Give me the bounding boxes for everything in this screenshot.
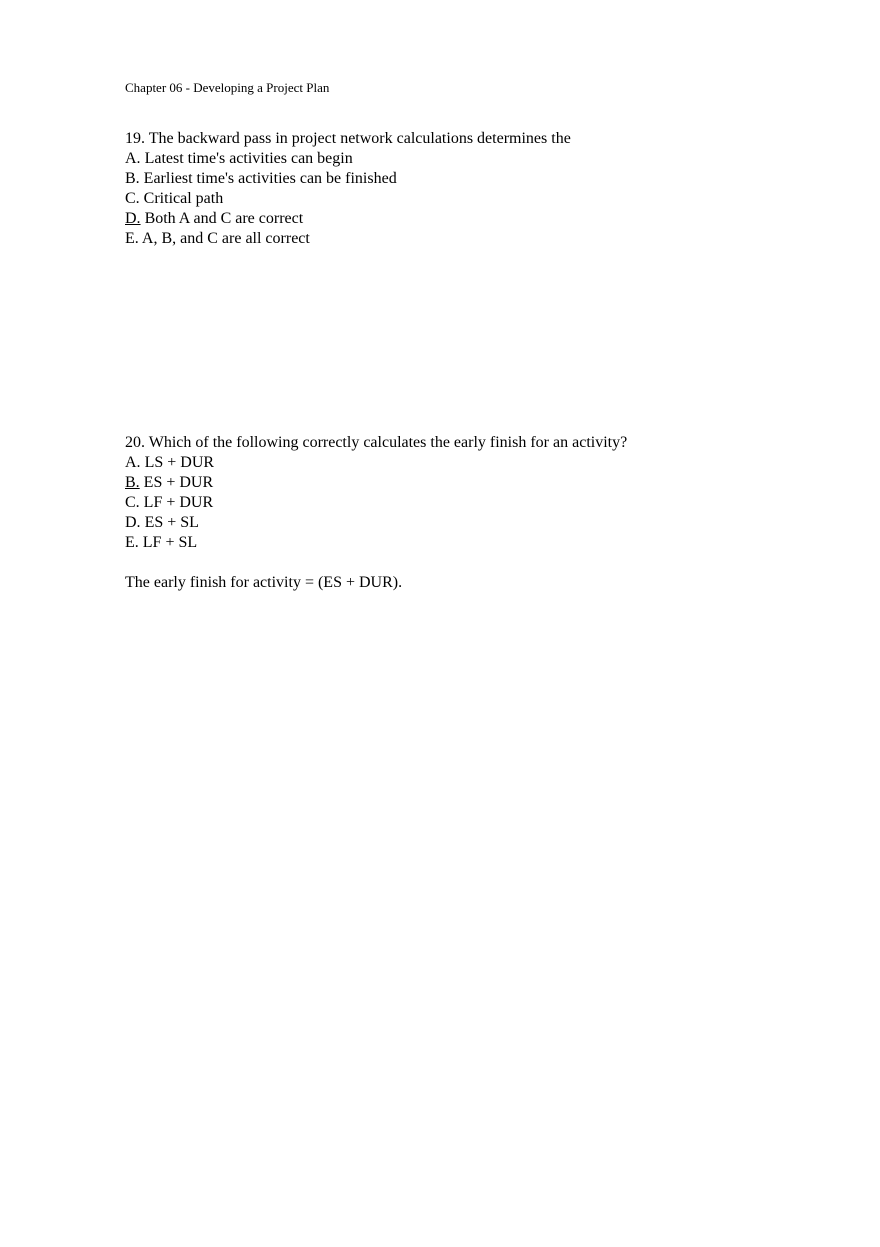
question-stem xyxy=(125,129,571,149)
option-text: Both A and C are correct xyxy=(144,210,304,227)
option-b xyxy=(125,169,571,189)
option-text: ES + DUR xyxy=(143,474,214,491)
option-d xyxy=(125,209,571,229)
option-b xyxy=(125,473,627,493)
option-letter-correct: B. xyxy=(125,474,140,491)
option-letter: A. xyxy=(125,454,141,471)
option-a xyxy=(125,453,627,473)
option-letter: C. xyxy=(125,190,140,207)
option-e xyxy=(125,533,627,553)
option-letter: D. xyxy=(125,514,141,531)
option-letter: A. xyxy=(125,150,141,167)
option-letter-correct: D. xyxy=(125,210,141,227)
option-c xyxy=(125,493,627,513)
page-header: Chapter 06 - Developing a Project Plan xyxy=(125,80,330,95)
option-text: Latest time's activities can begin xyxy=(144,150,353,167)
option-letter: C. xyxy=(125,494,140,511)
option-letter: E. xyxy=(125,230,139,247)
question-number: 19. xyxy=(125,130,145,147)
option-c xyxy=(125,189,571,209)
option-text: Earliest time's activities can be finished xyxy=(143,170,397,187)
option-letter: E. xyxy=(125,534,139,551)
question-number: 20. xyxy=(125,434,145,451)
option-text: A, B, and C are all correct xyxy=(141,230,310,247)
option-text: ES + SL xyxy=(144,514,199,531)
option-text: Critical path xyxy=(143,190,224,207)
option-text: LF + SL xyxy=(142,534,198,551)
option-text: LF + DUR xyxy=(143,494,214,511)
option-d xyxy=(125,513,627,533)
option-text: LS + DUR xyxy=(144,454,215,471)
question-stem xyxy=(125,433,627,453)
question-19 xyxy=(125,129,571,249)
option-e xyxy=(125,229,571,249)
option-letter: B. xyxy=(125,170,140,187)
answer-explanation: The early finish for activity = (ES + DUR). xyxy=(125,574,403,591)
question-text: Which of the following correctly calculates the early finish for an activity? xyxy=(148,434,628,451)
option-a xyxy=(125,149,571,169)
question-text: The backward pass in project network calculations determines the xyxy=(148,130,571,147)
question-20 xyxy=(125,433,627,593)
